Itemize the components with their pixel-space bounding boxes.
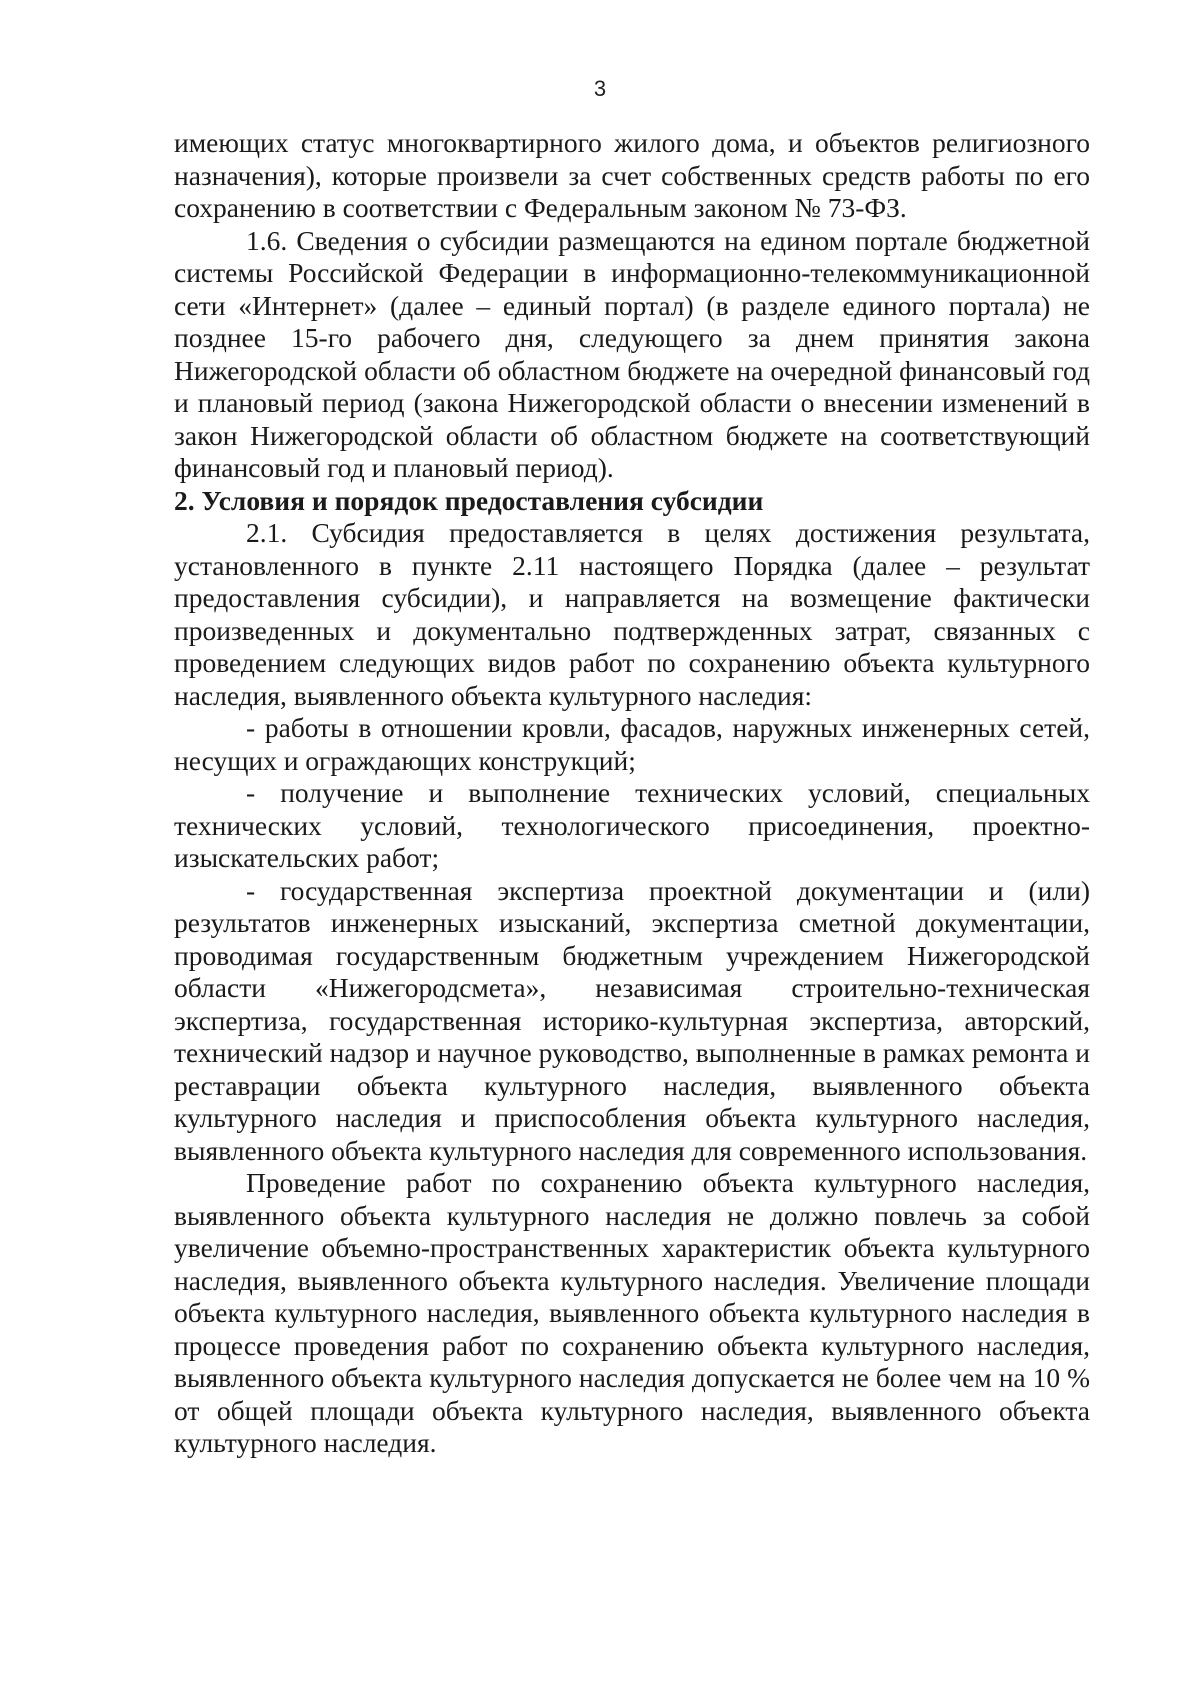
paragraph-1-6: 1.6. Сведения о субсидии размещаются на едином портале бюджетной системы Российской Федерации в информационно-телекоммуникационной сети «Интернет» (далее – единый портал) (в разделе единого портала) не позднее 15-го рабочего дня, следующего за днем принятия закона Нижегородской области об областном бюджете на очередной финансовый год и плановый период (закона Нижегородской области о внесении изменений в закон Нижегородской области об областном бюджете на соответствующий финансовый год и плановый период).: [174, 224, 1090, 483]
paragraph-continuation: имеющих статус многоквартирного жилого дома, и объектов религиозного назначения), которые произвели за счет собственных средств работы по его сохранению в соответствии с Федеральным законом № 73-ФЗ.: [174, 127, 1090, 223]
paragraph-2-1: 2.1. Субсидия предоставляется в целях достижения результата, установленного в пункте 2.11 настоящего Порядка (далее – результат предоставления субсидии), и направляется на возмещение фактически произведенных и документально подтвержденных затрат, связанных с проведением следующих видов работ по сохранению объекта культурного наследия, выявленного объекта культурного наследия:: [174, 517, 1090, 711]
paragraph-works-restriction: Проведение работ по сохранению объекта культурного наследия, выявленного объекта культурного наследия не должно повлечь за собой увеличение объемно-пространственных характеристик объекта культурного наследия, выявленного объекта культурного наследия. Увеличение площади объекта культурного наследия, выявленного объекта культурного наследия в процессе проведения работ по сохранению объекта культурного наследия, выявленного объекта культурного наследия допускается не более чем на 10 % от общей площади объекта культурного наследия, выявленного объекта культурного наследия.: [174, 1167, 1090, 1458]
list-item-state-expertise: - государственная экспертиза проектной документации и (или) результатов инженерных изысканий, экспертиза сметной документации, проводимая государственным бюджетным учреждением Нижегородской области «Нижегородсмета», независимая строительно-техническая экспертиза, государственная историко-культурная экспертиза, авторский, технический надзор и научное руководство, выполненные в рамках ремонта и реставрации объекта культурного наследия, выявленного объекта культурного наследия и приспособления объекта культурного наследия, выявленного объекта культурного наследия для современного использования.: [174, 874, 1090, 1166]
list-item-roof-facades: - работы в отношении кровли, фасадов, наружных инженерных сетей, несущих и ограждающих конструкций;: [174, 712, 1090, 776]
section-heading: 2. Условия и порядок предоставления субсидии: [174, 484, 764, 516]
page-number: 3: [593, 76, 607, 101]
document-body: [174, 127, 1090, 1460]
list-item-technical-conditions: - получение и выполнение технических условий, специальных технических условий, технологического присоединения, проектно-изыскательских работ;: [174, 777, 1090, 873]
